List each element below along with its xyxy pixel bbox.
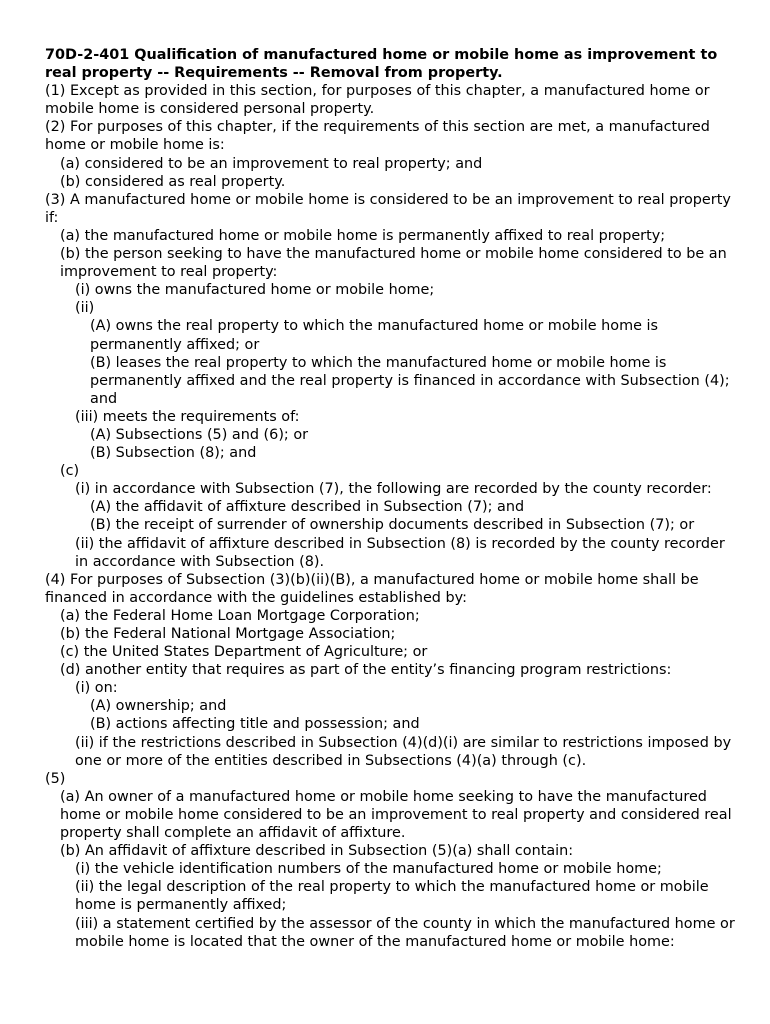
statute-paragraph: (5) bbox=[45, 770, 66, 787]
statute-paragraph: (iii) meets the requirements of: bbox=[75, 408, 300, 425]
statute-paragraph: (A) ownership; and bbox=[90, 698, 227, 715]
statute-paragraph: (b) An affidavit of affixture described in Subsection (5)(a) shall contain: bbox=[60, 843, 574, 860]
statute-paragraph: (a) the manufactured home or mobile home is permanently affixed to real property; bbox=[60, 227, 666, 244]
statute-document bbox=[45, 46, 735, 951]
statute-paragraph: (b) the Federal National Mortgage Association; bbox=[60, 626, 396, 642]
statute-paragraph: (ii) if the restrictions described in Subsection (4)(d)(i) are similar to restrictions imposed by one or more of the entities described in Subsections (4)(a) through (c). bbox=[75, 734, 732, 769]
statute-paragraph: (A) Subsections (5) and (6); or bbox=[90, 426, 309, 443]
statute-paragraph: (c) bbox=[60, 463, 80, 480]
statute-paragraph: (B) the receipt of surrender of ownership documents described in Subsection (7); or bbox=[90, 517, 695, 534]
statute-paragraph: (d) another entity that requires as part of the entity’s financing program restrictions: bbox=[60, 662, 672, 679]
statute-paragraph: (B) actions affecting title and possession; and bbox=[90, 716, 420, 733]
statute-paragraph: (c) the United States Department of Agriculture; or bbox=[60, 644, 428, 661]
statute-paragraph: (ii) the affidavit of affixture described in Subsection (8) is recorded by the county recorder in accordance with Subsection (8). bbox=[75, 535, 725, 570]
statute-paragraph: (4) For purposes of Subsection (3)(b)(ii)(B), a manufactured home or mobile home shall be financed in accordance with the guidelines established by: bbox=[45, 571, 699, 606]
section-title: 70D-2-401 Qualification of manufactured home or mobile home as improvement to real property -- Requirements -- Removal from property. bbox=[45, 47, 718, 82]
statute-paragraph: (2) For purposes of this chapter, if the requirements of this section are met, a manufactured home or mobile home is: bbox=[45, 119, 710, 154]
statute-paragraph: (a) the Federal Home Loan Mortgage Corporation; bbox=[60, 607, 420, 624]
statute-paragraph: (a) An owner of a manufactured home or mobile home seeking to have the manufactured home or mobile home considered to be an improvement to real property and considered real property shall complete an affidavit of affixture. bbox=[60, 788, 732, 842]
statute-body bbox=[45, 82, 735, 951]
statute-paragraph: (a) considered to be an improvement to real property; and bbox=[60, 155, 483, 172]
statute-paragraph: (i) the vehicle identification numbers of the manufactured home or mobile home; bbox=[75, 861, 662, 878]
statute-paragraph: (ii) bbox=[75, 300, 95, 317]
statute-paragraph: (3) A manufactured home or mobile home is considered to be an improvement to real property if: bbox=[45, 191, 731, 226]
statute-paragraph: (b) considered as real property. bbox=[60, 173, 286, 190]
statute-paragraph: (A) the affidavit of affixture described in Subsection (7); and bbox=[90, 499, 525, 516]
statute-paragraph: (i) in accordance with Subsection (7), the following are recorded by the county recorder: bbox=[75, 481, 712, 498]
statute-paragraph: (b) the person seeking to have the manufactured home or mobile home considered to be an improvement to real property: bbox=[60, 246, 727, 281]
statute-paragraph: (B) leases the real property to which the manufactured home or mobile home is permanently affixed and the real property is financed in accordance with Subsection (4); and bbox=[90, 354, 730, 407]
statute-paragraph: (B) Subsection (8); and bbox=[90, 445, 257, 462]
statute-paragraph: (1) Except as provided in this section, for purposes of this chapter, a manufactured home or mobile home is considered personal property. bbox=[45, 83, 710, 118]
statute-paragraph: (iii) a statement certified by the assessor of the county in which the manufactured home or mobile home is located that the owner of the manufactured home or mobile home: bbox=[75, 915, 735, 950]
statute-paragraph: (A) owns the real property to which the manufactured home or mobile home is permanently affixed; or bbox=[90, 318, 659, 353]
statute-paragraph: (ii) the legal description of the real property to which the manufactured home or mobile home is permanently affixed; bbox=[75, 879, 709, 914]
statute-paragraph: (i) on: bbox=[75, 680, 118, 697]
statute-paragraph: (i) owns the manufactured home or mobile home; bbox=[75, 282, 435, 299]
